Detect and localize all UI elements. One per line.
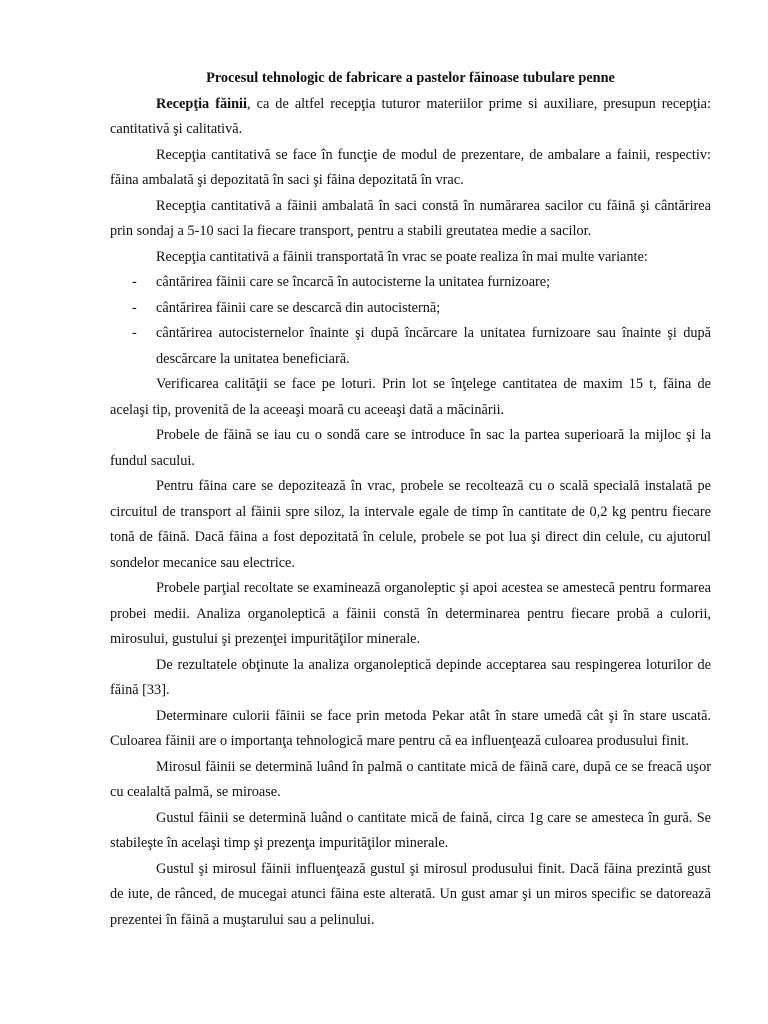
bullet-list (110, 270, 711, 372)
paragraph-rezultate: De rezultatele obţinute la analiza organoleptică depinde acceptarea sau respingerea loturilor de făină [33]. (110, 656, 711, 698)
paragraph-gust: Gustul făinii se determină luând o cantitate mică de faină, circa 1g care se amesteca în gură. Se stabileşte în acelaşi timp şi prezenţa impurităţilor minerale. (110, 809, 711, 851)
paragraph-text: , ca de altfel recepţia tuturor materiilor prime si auxiliare, presupun recepţia: cantitativă şi calitativă. (110, 95, 711, 137)
paragraph-receptia-cantitativa: Recepţia cantitativă se face în funcţie de modul de prezentare, de ambalare a fainii, respectiv: făina ambalată şi depozitată în saci şi făina depozitată în vrac. (110, 146, 711, 188)
list-item-text: cântărirea autocisternelor înainte şi după încărcare la unitatea furnizoare sau înainte şi după descărcare la unitatea beneficiară. (156, 325, 711, 367)
document-page (110, 66, 711, 933)
paragraph-miros: Mirosul făinii se determină luând în palmă o cantitate mică de făină care, după ce se freacă uşor cu cealaltă palmă, se miroase. (110, 758, 711, 800)
bullet-dash: - (132, 299, 137, 316)
list-item (110, 321, 711, 372)
paragraph-vrac: Recepţia cantitativă a făinii transportată în vrac se poate realiza în mai multe variante: (156, 248, 648, 265)
paragraph-saci: Recepţia cantitativă a făinii ambalată în saci constă în numărarea sacilor cu făină şi cântărirea prin sondaj a 5-10 saci la fiecare transport, pentru a stabili greutatea medie a sacilor. (110, 197, 711, 239)
list-item-text: cântărirea făinii care se descarcă din autocisternă; (156, 299, 441, 316)
document-title: Procesul tehnologic de fabricare a pastelor făinoase tubulare penne (206, 70, 615, 86)
paragraph-culoare: Determinare culorii făinii se face prin metoda Pekar atât în stare umedă cât şi în stare uscată. Culoarea făinii are o importanţa tehnologică mare pentru că ea influenţează culoarea produsului finit. (110, 707, 711, 749)
bullet-dash: - (132, 274, 137, 290)
paragraph-probele-sonda: Probele de făină se iau cu o sondă care se introduce în sac la partea superioară la mijloc şi la fundul sacului. (110, 427, 711, 469)
paragraph-probele-partial: Probele parţial recoltate se examinează organoleptic şi apoi acestea se amestecă pentru formarea probei medii. Analiza organoleptică a făinii constă în determinarea pentru fiecare probă a culorii, mirosului, gustului şi prezenţei impurităţilor minerale. (110, 580, 711, 647)
paragraph-bold-lead: Recepţia făinii (156, 95, 247, 112)
list-item-text: cântărirea făinii care se încarcă în autocisterne la unitatea furnizoare; (156, 274, 551, 290)
paragraph-gust-miros: Gustul şi mirosul făinii influenţează gustul şi mirosul produsului finit. Dacă făina prezintă gust de iute, de rânced, de mucegai atunci făina este alterată. Un gust amar şi un miros specific se datorează prezentei în făină a muştarului sau a pelinului. (110, 860, 711, 928)
list-item (110, 270, 711, 296)
bullet-dash: - (132, 325, 137, 341)
paragraph-receptia-fainii (110, 92, 711, 143)
paragraph-vrac-probe: Pentru făina care se depozitează în vrac, probele se recoltează cu o scală specială instalată pe circuitul de transport al făinii spre siloz, la intervale egale de timp în cantitate de 0,2 kg pentru fiecare tonă de făină. Dacă făina a fost depozitată în celule, probele se pot lua şi direct din celule, cu ajutorul sondelor mecanice sau electrice. (110, 478, 711, 571)
paragraph-verificarea-calitatii: Verificarea calităţii se face pe loturi. Prin lot se înţelege cantitatea de maxim 15 t, făina de acelaşi tip, provenită de la aceeaşi moară cu aceeaşi dată a măcinării. (110, 376, 711, 418)
list-item (110, 296, 711, 322)
